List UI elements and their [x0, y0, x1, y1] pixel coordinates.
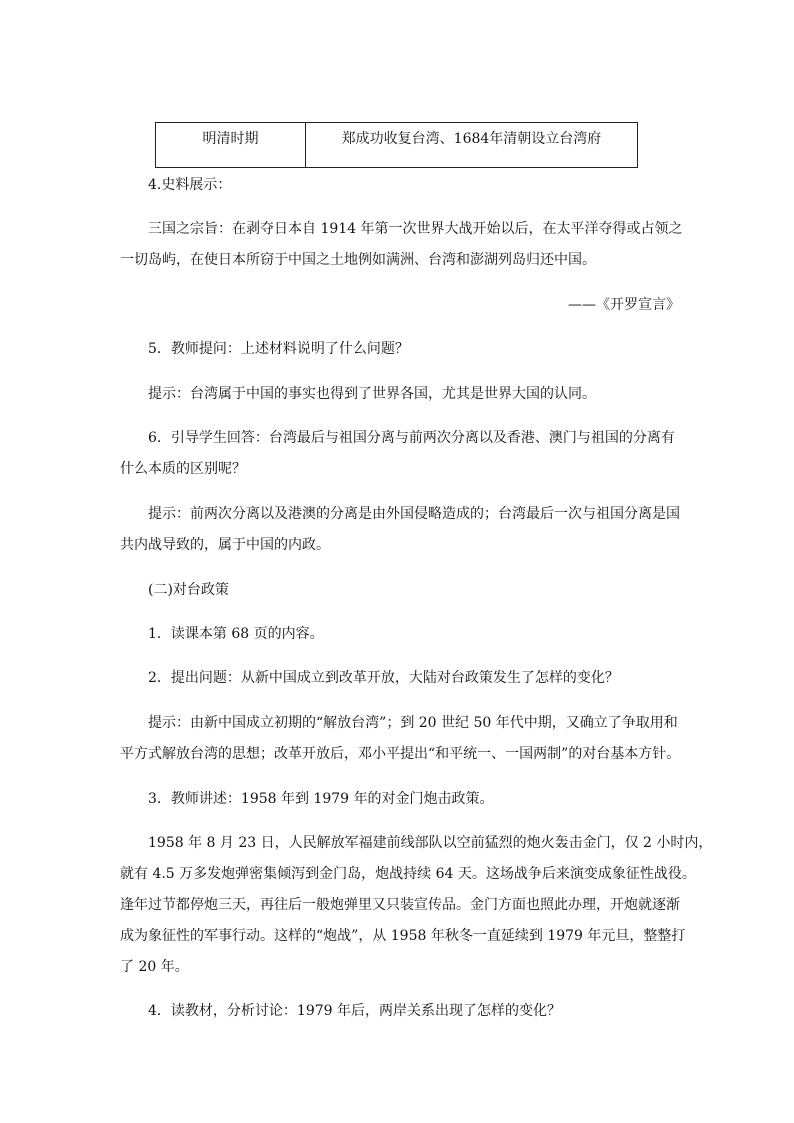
story-line: 就有 4.5 万多发炮弹密集倾泻到金门岛，炮战持续 64 天。这场战争后来演变成象征性战役。	[120, 866, 696, 882]
table-cell-event: 郑成功收复台湾、1684年清朝设立台湾府	[341, 131, 602, 147]
story-paragraph	[120, 828, 713, 983]
section2-item4: 4．读教材，分析讨论：1979 年后，两岸关系出现了怎样的变化？	[148, 1003, 561, 1019]
section2-heading: (二)对台政策	[148, 582, 229, 598]
story-line: 逢年过节都停炮三天，再往后一般炮弹里又只装宣传品。金门方面也照此办理，开炮就逐渐	[120, 897, 680, 913]
item6-line: 6．引导学生回答：台湾最后与祖国分离与前两次分离以及香港、澳门与祖国的分离有	[148, 430, 675, 446]
item2-hint-paragraph	[120, 708, 680, 770]
item5-question: 5．教师提问：上述材料说明了什么问题？	[148, 341, 409, 357]
item6-line: 什么本质的区别呢？	[120, 461, 246, 477]
item6-hint-line: 提示：前两次分离以及港澳的分离是由外国侵略造成的；台湾最后一次与祖国分离是国	[148, 506, 680, 522]
item4-title: 4.史料展示：	[148, 177, 232, 193]
item2-hint-line: 平方式解放台湾的思想；改革开放后，邓小平提出“和平统一、一国两制”的对台基本方针。	[120, 746, 681, 762]
quote-line: 一切岛屿，在使日本所窃于中国之土地例如满洲、台湾和澎湖列岛归还中国。	[120, 252, 596, 268]
quote-paragraph	[120, 214, 683, 276]
quote-line: 三国之宗旨：在剥夺日本自 1914 年第一次世界大战开始以后，在太平洋夺得或占领之	[148, 221, 683, 237]
item6-hint-paragraph	[120, 499, 680, 561]
story-line: 成为象征性的军事行动。这样的“炮战”，从 1958 年秋冬一直延续到 1979 年元旦，整整打	[120, 928, 686, 944]
item5-hint: 提示：台湾属于中国的事实也得到了世界各国，尤其是世界大国的认同。	[148, 386, 596, 402]
story-line: 了 20 年。	[120, 959, 189, 975]
story-line: 1958 年 8 月 23 日，人民解放军福建前线部队以空前猛烈的炮火轰击金门，仅 2 小时内，	[148, 835, 713, 851]
section2-item2: 2．提出问题：从新中国成立到改革开放，大陆对台政策发生了怎样的变化？	[148, 670, 619, 686]
section2-item3: 3．教师讲述：1958 年到 1979 年的对金门炮击政策。	[148, 791, 494, 807]
item2-hint-line: 提示：由新中国成立初期的“解放台湾”；到 20 世纪 50 年代中期，又确立了争取用和	[148, 715, 678, 731]
quote-source: ——《开罗宣言》	[568, 297, 680, 313]
table-cell-period: 明清时期	[156, 123, 306, 167]
item6-paragraph	[120, 423, 680, 485]
item6-hint-line: 共内战导致的，属于中国的内政。	[120, 537, 330, 553]
section2-item1: 1．读课本第 68 页的内容。	[148, 626, 324, 642]
history-table	[155, 122, 638, 168]
